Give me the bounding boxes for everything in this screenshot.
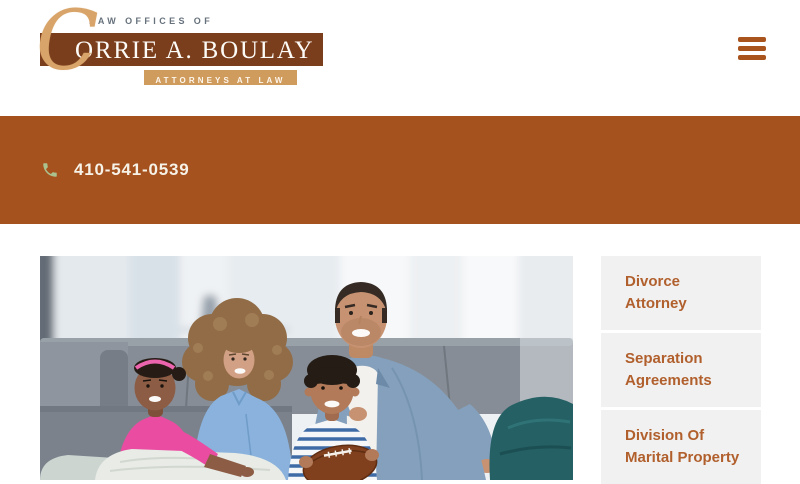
logo-prefix-text: LAW OFFICES OF bbox=[89, 16, 214, 26]
boy-hand bbox=[299, 456, 313, 468]
logo-initial-letter: C bbox=[36, 0, 99, 89]
phone-number-text: 410-541-0539 bbox=[74, 160, 190, 179]
logo-tagline-bar bbox=[144, 70, 297, 85]
hamburger-bar bbox=[738, 55, 766, 60]
phone-banner bbox=[0, 116, 800, 224]
sidebar-item-divorce-attorney[interactable] bbox=[601, 256, 761, 330]
logo-tagline-text: ATTORNEYS AT LAW bbox=[155, 76, 286, 85]
sidebar-item-division-of-marital-property[interactable] bbox=[601, 410, 761, 484]
sidebar-item-label: Divorce Attorney bbox=[625, 273, 687, 312]
logo-name-text: ORRIE A. BOULAY bbox=[75, 37, 315, 64]
hamburger-icon bbox=[738, 37, 766, 42]
hamburger-bar bbox=[738, 46, 766, 51]
phone-link[interactable] bbox=[41, 160, 189, 180]
sidebar-nav bbox=[601, 256, 761, 484]
sidebar-item-label: Division Of Marital Property bbox=[625, 427, 740, 466]
sidebar-item-separation-agreements[interactable] bbox=[601, 333, 761, 407]
father-hand bbox=[349, 407, 367, 421]
family-photo-illustration bbox=[40, 256, 573, 480]
menu-button[interactable] bbox=[738, 37, 766, 60]
site-logo[interactable] bbox=[36, 0, 325, 89]
sidebar-item-label: Separation Agreements bbox=[625, 350, 712, 389]
family-photo bbox=[40, 256, 573, 480]
main-content bbox=[40, 256, 761, 484]
site-header bbox=[0, 0, 800, 116]
boy-hand bbox=[365, 449, 379, 461]
phone-icon bbox=[41, 161, 59, 179]
